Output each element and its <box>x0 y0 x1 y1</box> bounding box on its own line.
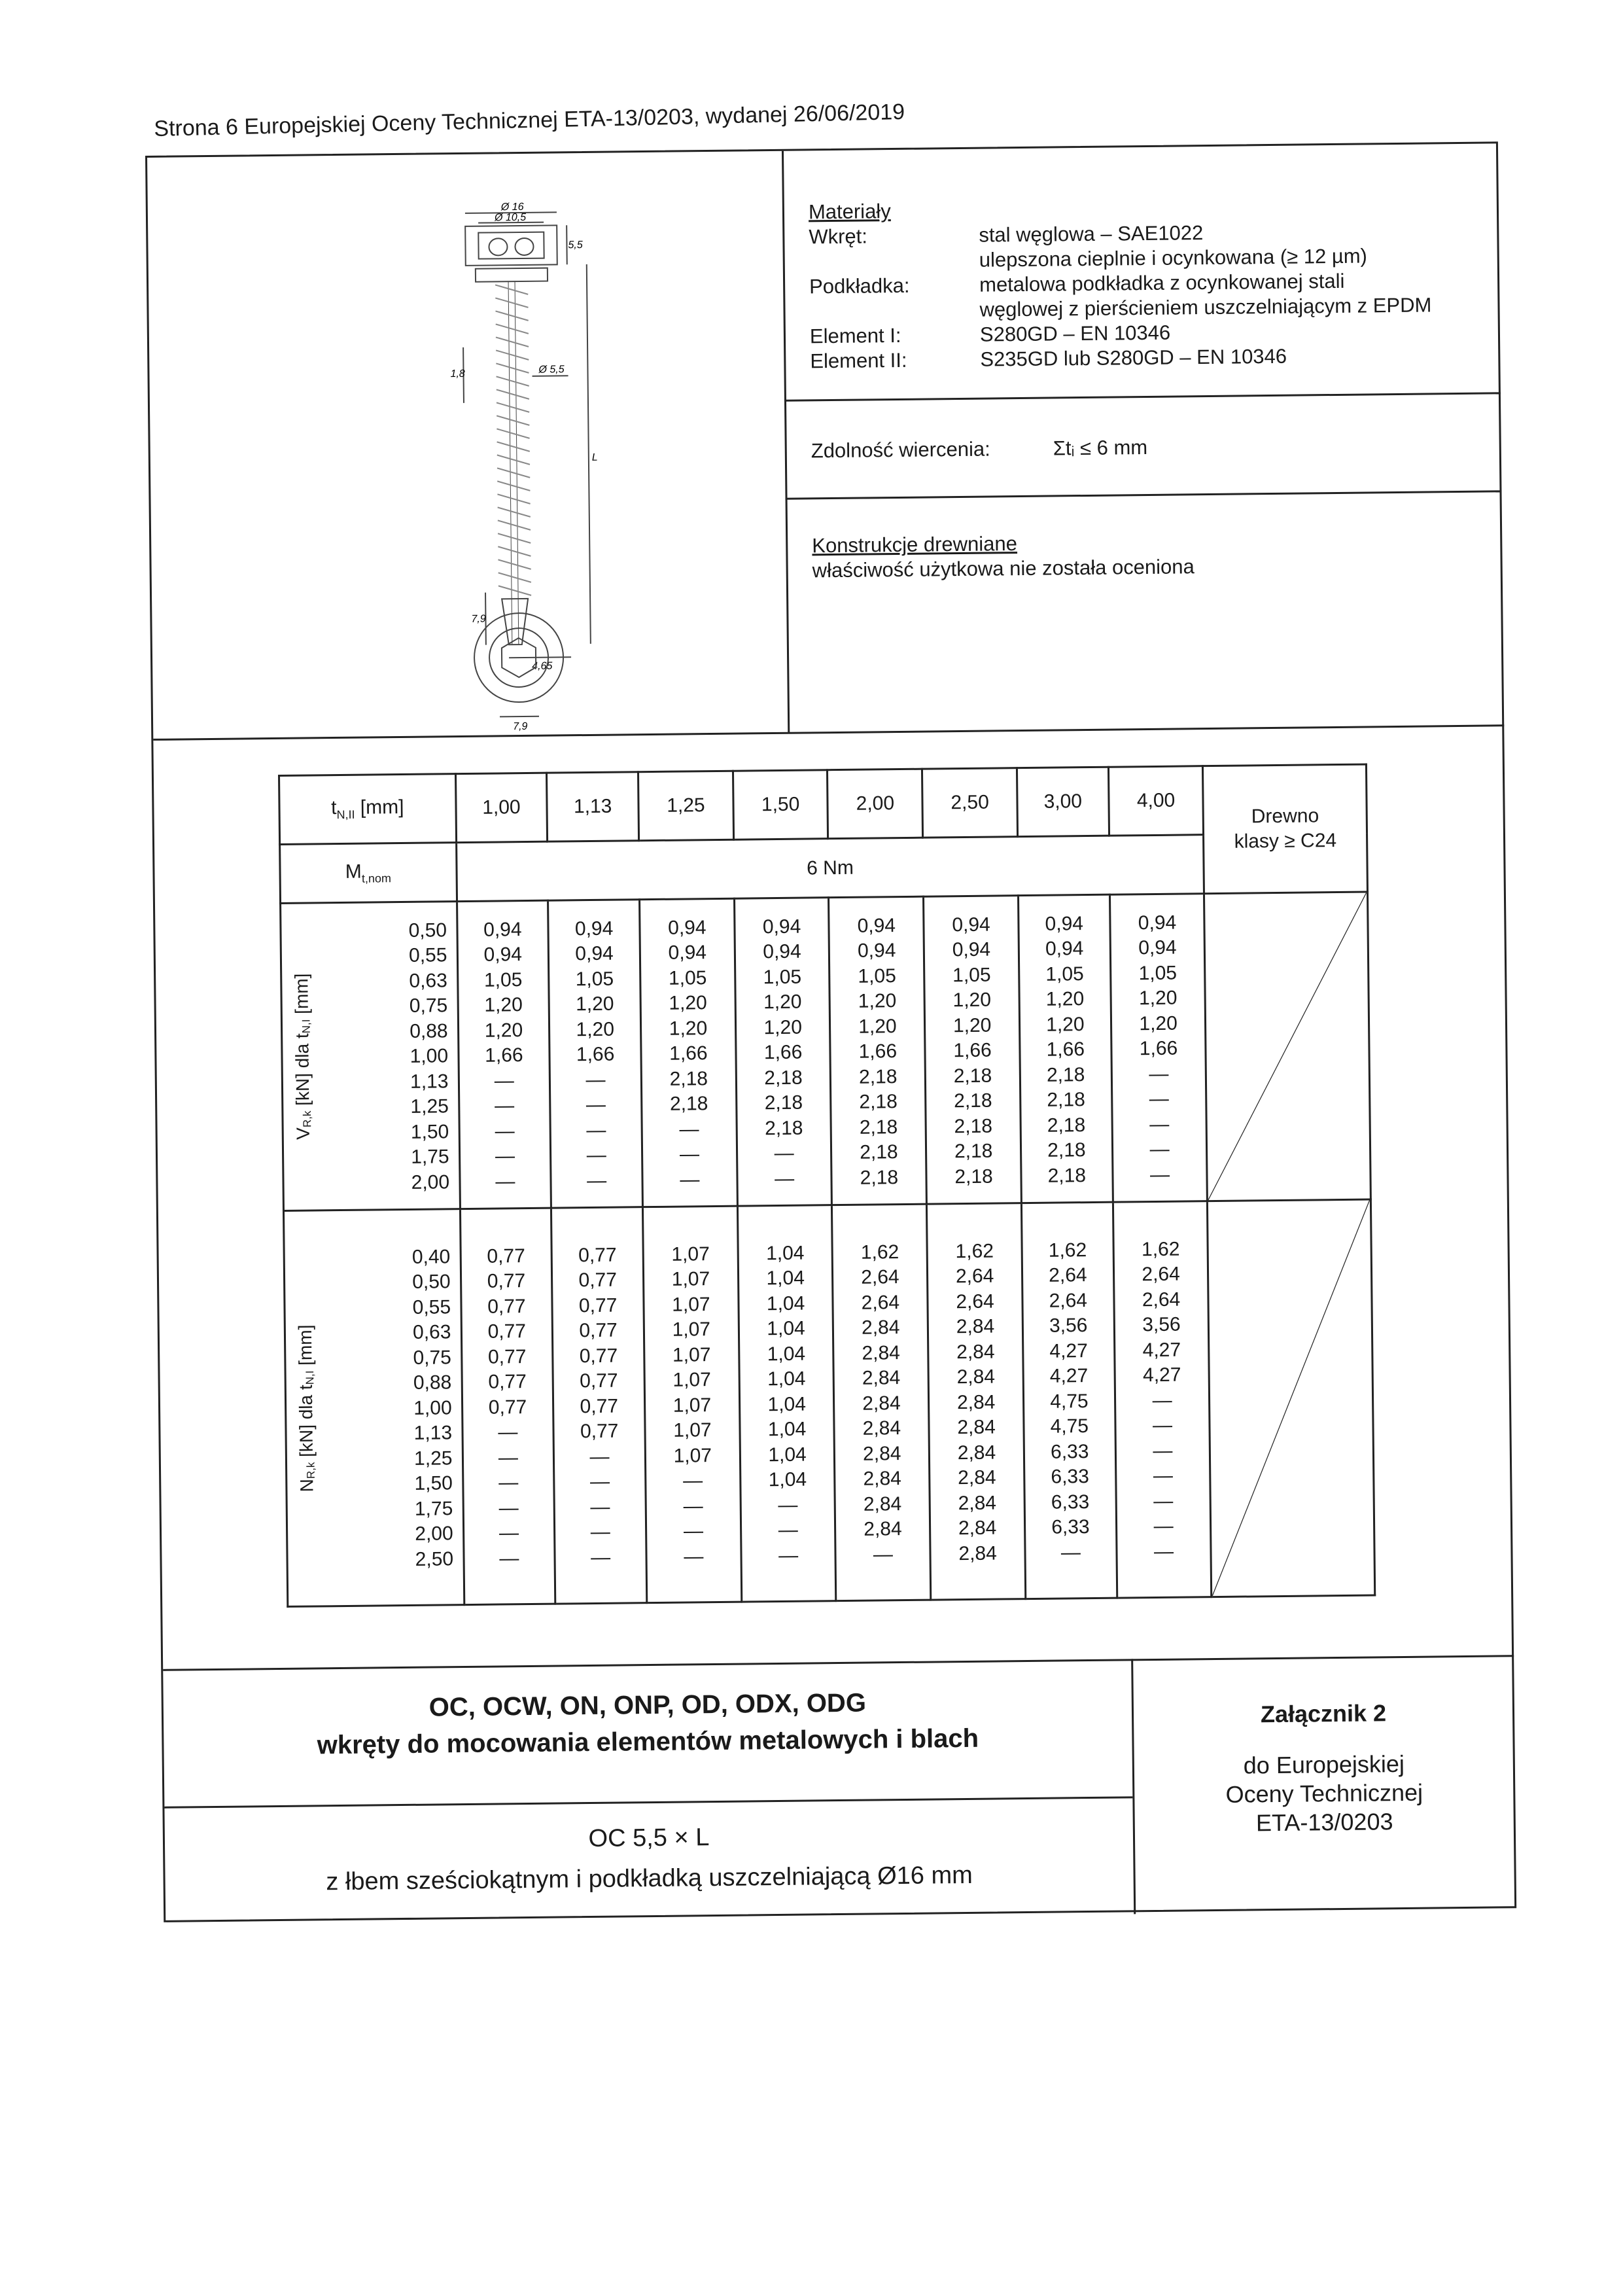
drilling-divider <box>786 490 1502 499</box>
torque-value: 6 Nm <box>456 835 1204 902</box>
materials-label-washer: Podkładka: <box>809 274 910 298</box>
dim-thread-pitch: 1,8 <box>450 368 465 380</box>
dim-drill-length: 7,9 <box>471 613 486 625</box>
materials-heading: Materiały <box>808 200 891 224</box>
shear-col-3: 0,94 0,94 1,05 1,20 1,20 1,66 2,18 2,18 — — — <box>667 916 708 1191</box>
materials-label-element-1: Element I: <box>809 323 901 348</box>
footer-description: z łbem sześciokątnym i podkładką uszczelniającą Ø16 mm <box>326 1861 973 1896</box>
wood-col-header: Drewno klasy ≥ C24 <box>1203 764 1368 894</box>
tension-col-3: 1,07 1,07 1,07 1,07 1,07 1,07 1,07 1,07 1,07 — — — — <box>671 1243 712 1568</box>
thickness-col-2: 1,13 <box>547 772 639 841</box>
shear-wood-cell <box>1204 892 1370 1201</box>
thickness-col-5: 2,00 <box>828 769 923 839</box>
tension-col-5: 1,62 2,64 2,64 2,84 2,84 2,84 2,84 2,84 2,84 2,84 2,84 2,84 — <box>860 1241 902 1566</box>
shear-col-4: 0,94 0,94 1,05 1,20 1,20 1,66 2,18 2,18 2,18 — — <box>762 915 803 1190</box>
dim-head-height: 5,5 <box>568 239 583 251</box>
shear-col-2: 0,94 0,94 1,05 1,20 1,20 1,66 — — — — — <box>574 917 615 1192</box>
upper-section-divider <box>153 724 1504 741</box>
annex-line3: ETA-13/0203 <box>1255 1808 1393 1837</box>
shear-col-1: 0,94 0,94 1,05 1,20 1,20 1,66 — — — — — <box>483 918 523 1193</box>
footer-inner-divider <box>164 1796 1132 1808</box>
drilling-capacity <box>811 435 1148 463</box>
tn-header-cell: $t_{N,II}$ [mm] <box>279 774 457 845</box>
tension-row <box>283 1199 1374 1606</box>
performance-table <box>278 764 1376 1608</box>
shear-label-cell <box>281 902 460 1211</box>
tension-col-4: 1,04 1,04 1,04 1,04 1,04 1,04 1,04 1,04 1,04 1,04 — — — <box>765 1242 807 1566</box>
shear-label: $V_{R,k}$ [kN] dla $t_{N,I}$ [mm] <box>291 973 314 1140</box>
footer-product: OC 5,5 × L <box>588 1824 710 1853</box>
footer-title-line1: OC, OCW, ON, ONP, OD, ODX, ODG <box>428 1688 867 1722</box>
dim-hex-width: Ø 10,5 <box>494 211 527 224</box>
thickness-col-6: 2,50 <box>922 768 1018 838</box>
thickness-header-row <box>279 764 1367 844</box>
tension-col-8: 1,62 2,64 2,64 3,56 4,27 4,27 — — — — — — — <box>1141 1238 1181 1563</box>
dim-head-diameter: Ø 16 <box>500 201 524 213</box>
tension-col-6: 1,62 2,64 2,64 2,84 2,84 2,84 2,84 2,84 2,84 2,84 2,84 2,84 2,84 <box>955 1240 997 1564</box>
footer-title-block <box>164 1682 1132 1765</box>
tension-wood-diagonal <box>1208 1201 1374 1597</box>
thickness-col-7: 3,00 <box>1017 767 1109 836</box>
tension-label-cell <box>283 1209 464 1607</box>
materials-label-screw: Wkręt: <box>809 224 868 249</box>
washer <box>476 268 548 282</box>
shear-thicknesses: 0,50 0,55 0,63 0,75 0,88 1,00 1,13 1,25 1,50 1,75 2,00 <box>408 919 450 1193</box>
materials-value-screw-2: ulepszona cieplnie i ocynkowana (≥ 12 µm) <box>979 244 1368 272</box>
drilling-value: Σtᵢ ≤ 6 mm <box>1053 435 1148 460</box>
footer-divider <box>163 1655 1514 1671</box>
tension-col-7: 1,62 2,64 2,64 3,56 4,27 4,27 4,75 4,75 6,33 6,33 6,33 6,33 — <box>1048 1239 1090 1564</box>
materials-value-element-1: S280GD – EN 10346 <box>979 321 1171 346</box>
shear-row <box>281 892 1371 1210</box>
performance-table-wrap <box>278 764 1376 1606</box>
annex-line2: Oceny Technicznej <box>1225 1778 1423 1808</box>
shear-col-7: 0,94 0,94 1,05 1,20 1,20 1,66 2,18 2,18 2,18 2,18 2,18 <box>1045 912 1087 1187</box>
materials-value-washer-1: metalowa podkładka z ocynkowanej stali <box>979 269 1345 296</box>
materials-value-screw-1: stal węglowa – SAE1022 <box>979 221 1204 247</box>
screw-top-view <box>459 611 591 737</box>
tension-label: $N_{R,k}$ [kN] dla $t_{N,I}$ [mm] <box>294 1324 317 1492</box>
shear-col-6: 0,94 0,94 1,05 1,20 1,20 1,66 2,18 2,18 2,18 2,18 2,18 <box>952 913 993 1188</box>
tension-wood-cell <box>1208 1199 1375 1597</box>
materials-section <box>809 192 1497 374</box>
dim-length: L <box>591 451 598 463</box>
dim-hex-across: 7,9 <box>513 720 528 733</box>
shear-wood-diagonal <box>1205 893 1369 1201</box>
materials-row-screw <box>809 217 1496 274</box>
wood-section <box>812 529 1195 583</box>
screw-hex-head <box>478 232 544 259</box>
materials-value-element-2: S235GD lub S280GD – EN 10346 <box>980 344 1287 371</box>
wood-heading: Konstrukcje drewniane <box>812 532 1018 557</box>
dim-drill-width: 4,65 <box>532 660 553 672</box>
annex-line1: do Europejskiej <box>1243 1750 1405 1779</box>
mt-header-cell: $M_{t,nom}$ <box>280 843 457 904</box>
tension-thicknesses: 0,40 0,50 0,55 0,63 0,75 0,88 1,00 1,13 1,25 1,50 1,75 2,00 2,50 <box>411 1246 454 1570</box>
upper-divider <box>782 151 790 733</box>
materials-value-washer-2: węglowej z pierścieniem uszczelniającym z EPDM <box>979 293 1432 321</box>
footer-title-line2: wkręty do mocowania elementów metalowych i blach <box>317 1723 979 1760</box>
thickness-col-8: 4,00 <box>1108 766 1204 836</box>
dim-shank-diameter: Ø 5,5 <box>538 364 565 376</box>
annex-block <box>1134 1697 1514 1839</box>
materials-label-element-2: Element II: <box>810 348 907 373</box>
thickness-col-1: 1,00 <box>455 773 548 842</box>
drilling-label: Zdolność wiercenia: <box>811 437 990 463</box>
materials-row-washer <box>809 267 1497 324</box>
wood-text: właściwość użytkowa nie została oceniona <box>812 555 1195 582</box>
footer-product-block <box>165 1812 1134 1903</box>
materials-divider <box>784 392 1501 401</box>
thickness-col-3: 1,25 <box>638 771 734 841</box>
thickness-col-4: 1,50 <box>733 770 828 840</box>
tension-col-1: 0,77 0,77 0,77 0,77 0,77 0,77 0,77 — — — — — — <box>487 1245 527 1570</box>
tension-col-2: 0,77 0,77 0,77 0,77 0,77 0,77 0,77 0,77 — — — — — <box>578 1244 619 1568</box>
shear-col-8: 0,94 0,94 1,05 1,20 1,20 1,66 — — — — — <box>1138 911 1178 1186</box>
shear-col-5: 0,94 0,94 1,05 1,20 1,20 1,66 2,18 2,18 2,18 2,18 2,18 <box>857 914 899 1189</box>
annex-title: Załącznik 2 <box>1260 1699 1387 1728</box>
page-header: Strona 6 Europejskiej Oceny Technicznej ETA-13/0203, wydanej 26/06/2019 <box>154 99 905 141</box>
